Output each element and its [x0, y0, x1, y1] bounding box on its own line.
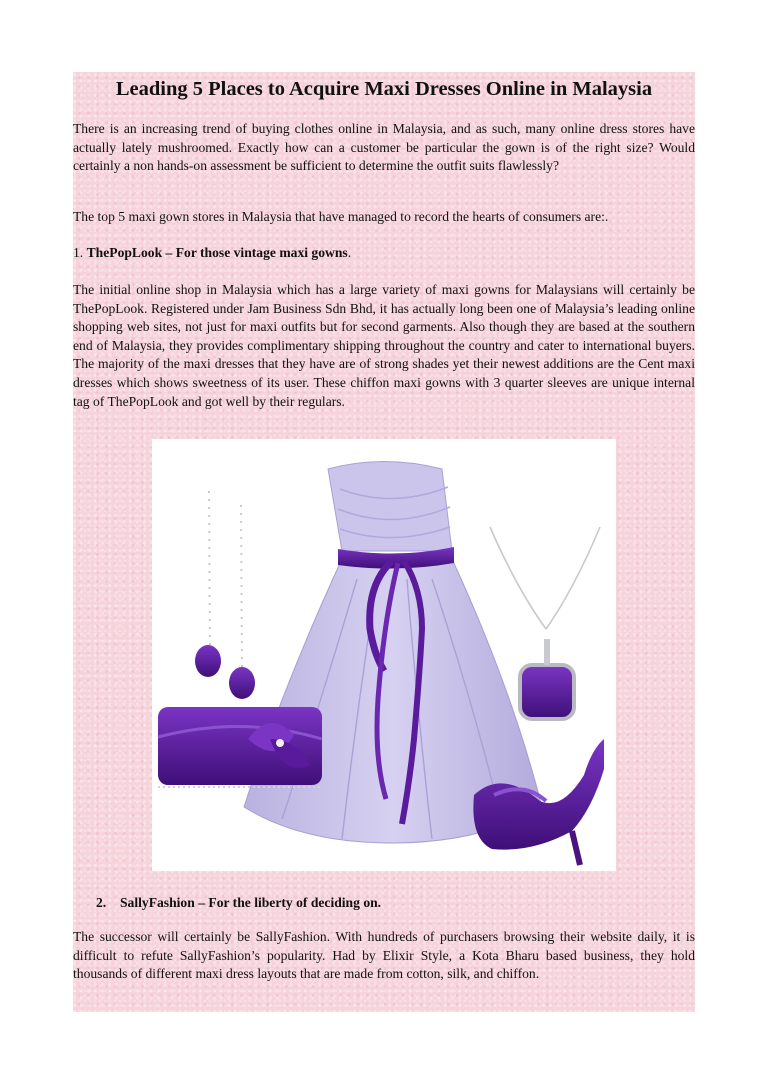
store2-heading-text: SallyFashion – For the liberty of deciding on. [120, 895, 382, 910]
earrings-illustration [195, 491, 255, 699]
clutch-illustration [158, 707, 322, 787]
store2-heading [96, 894, 676, 913]
store1-heading-text: ThePopLook – For those vintage maxi gowns [86, 245, 348, 260]
store2-number: 2. [96, 895, 107, 910]
intro-paragraph: There is an increasing trend of buying clothes online in Malaysia, and as such, many online dress stores have actually lately mushroomed. Exactly how can a customer be particular the gown is of the right size? Would certainly a non hands-on assessment be sufficient to determine the outfit suits flawlessly? [73, 121, 695, 174]
document-page [73, 72, 695, 1012]
store1-heading-trail: . [347, 245, 352, 260]
page-title: Leading 5 Places to Acquire Maxi Dresses Online in Malaysia [115, 78, 653, 100]
maxi-dress-photo [152, 439, 616, 871]
store2-paragraph: The successor will certainly be SallyFashion. With hundreds of purchasers browsing their website daily, it is difficult to refute SallyFashion’s popularity. Had by Elixir Style, a Kota Bharu based business, they hold thousands of different maxi dress layouts that are made from cotton, silk, and chiffon. [73, 929, 695, 982]
store1-paragraph: The initial online shop in Malaysia which has a large variety of maxi gowns for Malaysians will certainly be ThePopLook. Registered under Jam Business Sdn Bhd, it has actually long been one of Malaysia’s leading online shopping web sites, not just for maxi outfits but for second garments. Also though they are based at the southern end of Malaysia, they provides complimentary shipping throughout the country and cater to international buyers. The majority of the maxi dresses that they have are of strong shades yet their newest additions are the Cent maxi dresses which shows sweetness of its user. These chiffon maxi gowns with 3 quarter sleeves are unique internal tag of ThePopLook and got well by their regulars. [73, 282, 695, 409]
store1-heading [73, 244, 695, 263]
store1-number: 1. [73, 245, 84, 260]
lead-in-paragraph: The top 5 maxi gown stores in Malaysia that have managed to record the hearts of consumers are:. [73, 209, 609, 224]
